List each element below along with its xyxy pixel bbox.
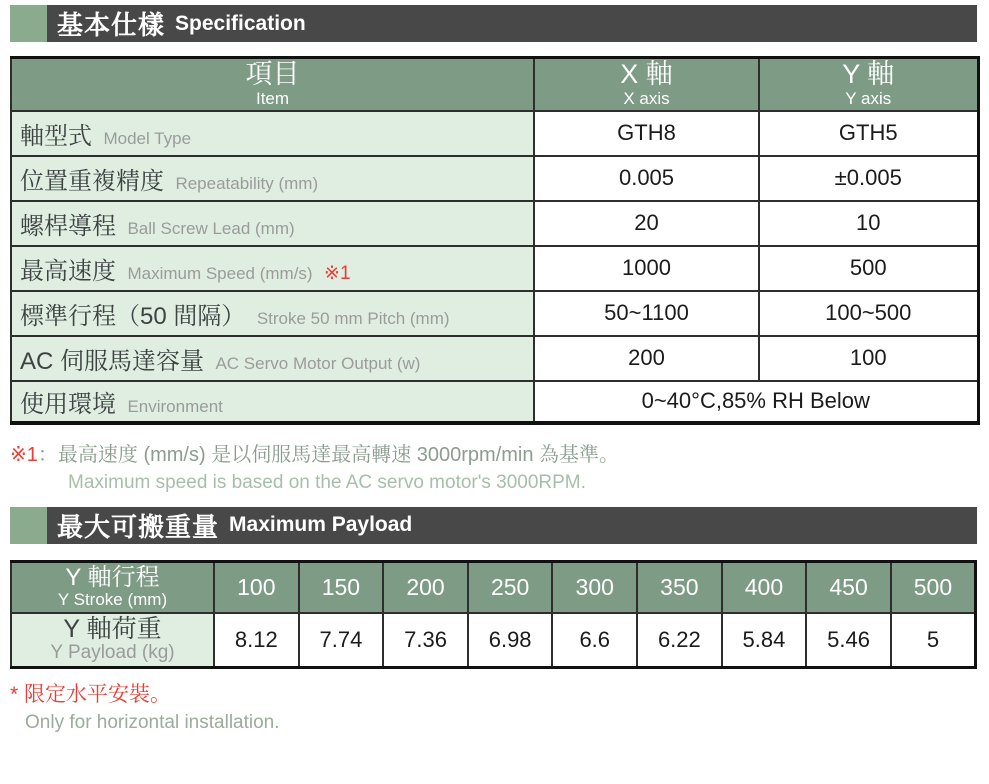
col-header-y-axis — [759, 58, 978, 111]
payload-value: 5.84 — [722, 613, 807, 667]
stroke-value: 250 — [468, 561, 553, 613]
installation-footnote — [10, 678, 989, 734]
installation-footnote-zh — [10, 678, 989, 708]
payload-value: 6.98 — [468, 613, 553, 667]
payload-header-zh: Y 軸荷重 — [63, 614, 162, 643]
payload-header-en: Y Payload (kg) — [50, 642, 175, 664]
stroke-value: 300 — [552, 561, 637, 613]
col-header-x-en: X axis — [623, 88, 670, 108]
stroke-value: 400 — [722, 561, 807, 613]
payload-value: 5.46 — [806, 613, 891, 667]
row-label-stroke — [11, 291, 534, 336]
stroke-value: 450 — [806, 561, 891, 613]
row-label-en: Repeatability (mm) — [175, 173, 319, 193]
spec-row-repeatability — [11, 156, 978, 201]
col-header-y-zh: Y 軸 — [842, 59, 895, 90]
spec-header-row — [11, 58, 978, 111]
spec-row-ball-screw-lead — [11, 201, 978, 246]
speed-footnote-en: Maximum speed is based on the AC servo motor's 3000RPM. — [68, 471, 586, 493]
footnote-text-zh: ：最高速度 (mm/s) 是以伺服馬達最高轉速 3000rpm/min 為基準。 — [37, 443, 620, 466]
value-environment: 0~40°C,85% RH Below — [534, 381, 978, 423]
col-header-y-en: Y axis — [845, 88, 892, 108]
footnote-ref-mark: ※1 — [324, 262, 351, 284]
row-label-en: Maximum Speed (mm/s) — [127, 263, 313, 283]
row-label-ball-screw-lead — [11, 201, 534, 246]
row-label-zh: 位置重複精度 — [20, 167, 164, 195]
spec-row-model-type — [11, 111, 978, 156]
stroke-value: 150 — [299, 561, 384, 613]
value-model-y: GTH5 — [759, 111, 978, 156]
value-stroke-y: 100~500 — [759, 291, 978, 336]
payload-value: 6.22 — [637, 613, 722, 667]
value-lead-y: 10 — [759, 201, 978, 246]
footnote-text-zh: 限定水平安裝。 — [24, 682, 172, 706]
value-output-y: 100 — [759, 336, 978, 381]
col-header-item-en: Item — [255, 88, 290, 108]
row-label-zh: 使用環境 — [20, 390, 116, 418]
value-stroke-x: 50~1100 — [534, 291, 759, 336]
section-title-zh: 基本仕樣 — [57, 10, 166, 40]
stroke-value: 100 — [214, 561, 299, 613]
payload-header-row — [11, 561, 976, 613]
row-label-en: Ball Screw Lead (mm) — [127, 218, 295, 238]
section-title-zh: 最大可搬重量 — [57, 511, 220, 542]
stroke-header-cell — [11, 561, 214, 613]
col-header-item-zh: 項目 — [245, 59, 300, 90]
specification-table — [10, 56, 980, 425]
row-label-zh: 軸型式 — [20, 122, 92, 150]
col-header-x-axis — [534, 58, 759, 111]
speed-footnote-zh — [10, 438, 989, 467]
footnote-marker: ※1 — [10, 443, 38, 466]
row-label-environment — [11, 381, 534, 423]
section-title-en: Maximum Payload — [229, 513, 413, 536]
stroke-value: 350 — [637, 561, 722, 613]
spec-row-environment — [11, 381, 978, 423]
row-label-en: Environment — [127, 396, 223, 416]
payload-header-cell — [11, 613, 214, 667]
payload-value: 8.12 — [214, 613, 299, 667]
payload-value: 5 — [891, 613, 976, 667]
value-lead-x: 20 — [534, 201, 759, 246]
accent-square — [10, 5, 47, 42]
payload-data-row — [11, 613, 976, 667]
row-label-zh: 標準行程（50 間隔） — [20, 302, 246, 330]
stroke-header-zh: Y 軸行程 — [65, 563, 160, 591]
col-header-item — [11, 58, 534, 111]
row-label-en: Model Type — [103, 128, 192, 148]
row-label-max-speed — [11, 246, 534, 291]
row-label-en: AC Servo Motor Output (w) — [215, 353, 421, 373]
spec-sheet-page — [0, 5, 989, 784]
value-speed-x: 1000 — [534, 246, 759, 291]
installation-footnote-en: Only for horizontal installation. — [25, 711, 280, 733]
value-output-x: 200 — [534, 336, 759, 381]
row-label-zh: 最高速度 — [20, 257, 116, 285]
section-header-maximum-payload — [10, 507, 977, 544]
col-header-x-zh: X 軸 — [620, 59, 673, 90]
footnote-marker: * — [10, 682, 19, 706]
stroke-value: 500 — [891, 561, 976, 613]
section-header-bar — [47, 507, 977, 544]
row-label-model-type — [11, 111, 534, 156]
payload-value: 7.74 — [299, 613, 384, 667]
accent-square — [10, 507, 47, 544]
value-repeatability-x: 0.005 — [534, 156, 759, 201]
payload-table — [10, 560, 977, 669]
payload-value: 6.6 — [552, 613, 637, 667]
section-header-specification — [10, 5, 977, 42]
payload-value: 7.36 — [383, 613, 468, 667]
spec-row-servo-output — [11, 336, 978, 381]
row-label-repeatability — [11, 156, 534, 201]
stroke-header-en: Y Stroke (mm) — [57, 590, 168, 609]
row-label-zh: AC 伺服馬達容量 — [20, 347, 205, 375]
row-label-zh: 螺桿導程 — [20, 212, 116, 240]
spec-row-max-speed — [11, 246, 978, 291]
row-label-en: Stroke 50 mm Pitch (mm) — [256, 308, 450, 328]
value-speed-y: 500 — [759, 246, 978, 291]
stroke-value: 200 — [383, 561, 468, 613]
value-repeatability-y: ±0.005 — [759, 156, 978, 201]
section-header-bar — [47, 5, 977, 42]
row-label-servo-output — [11, 336, 534, 381]
value-model-x: GTH8 — [534, 111, 759, 156]
spec-row-stroke — [11, 291, 978, 336]
speed-footnote — [10, 438, 989, 494]
section-title-en: Specification — [175, 11, 306, 35]
